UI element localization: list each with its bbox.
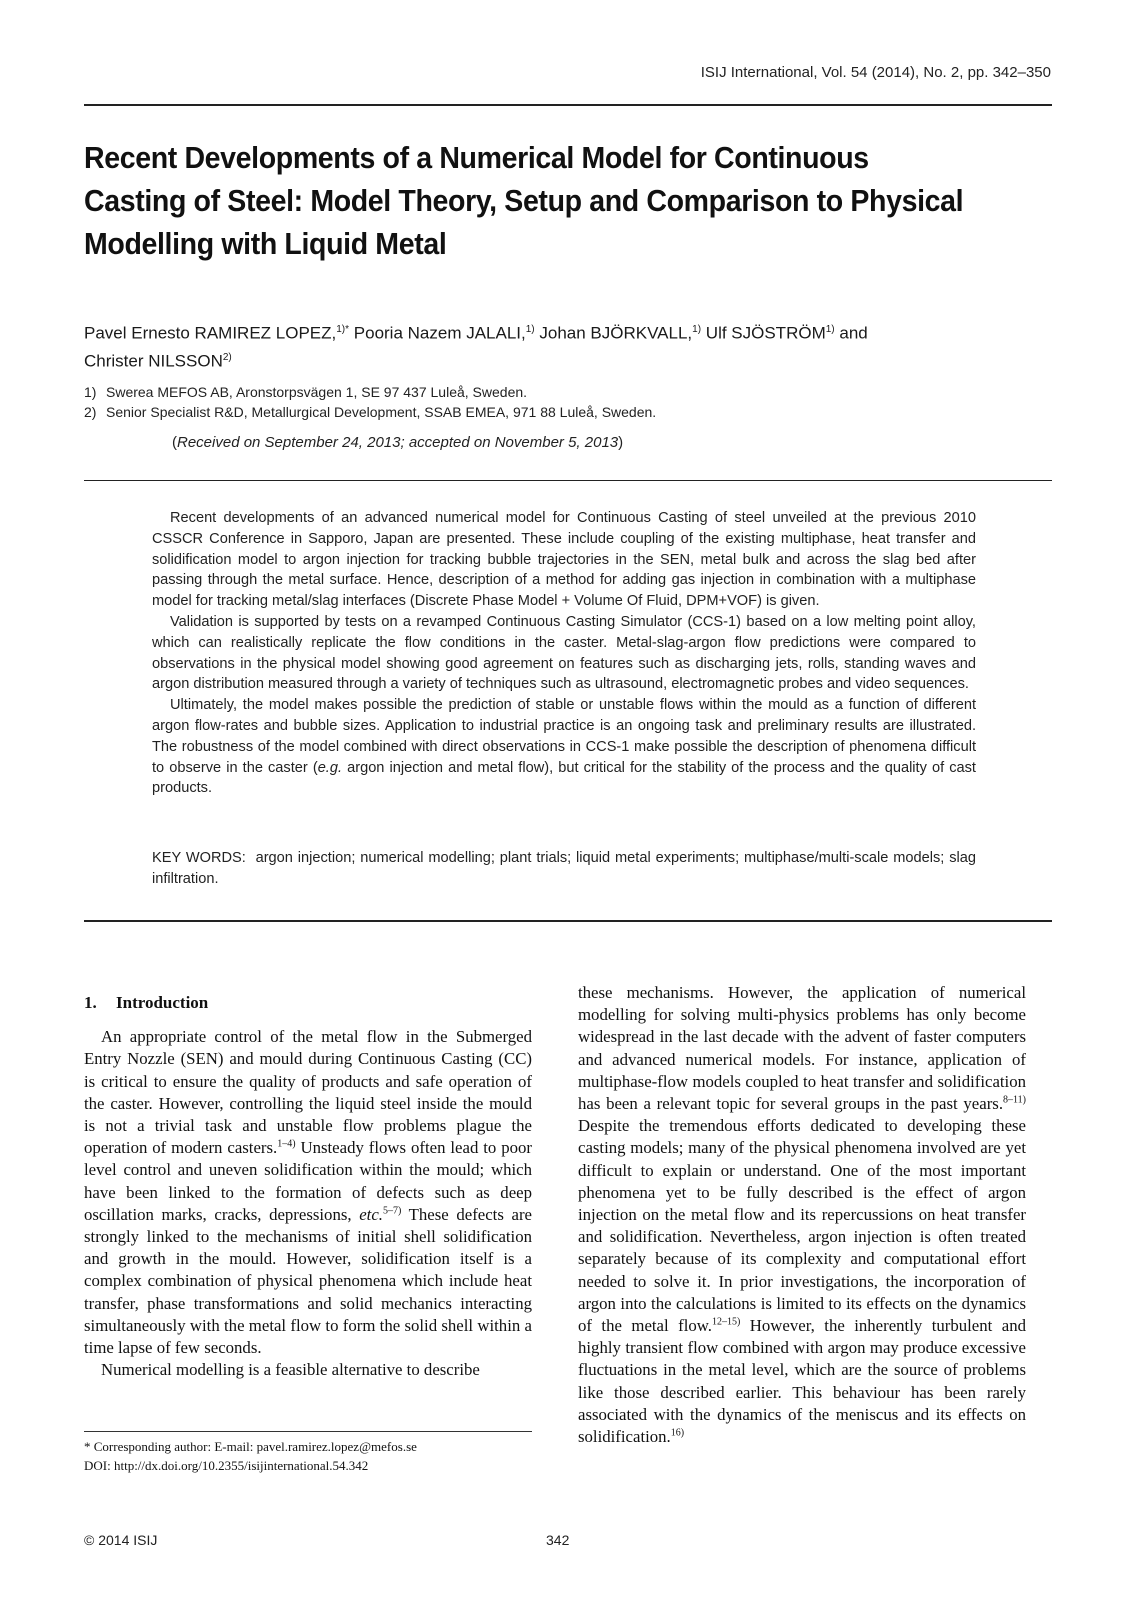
affiliation <box>84 384 527 400</box>
footnotes <box>84 1437 544 1475</box>
body-text: These defects are strongly linked to the mechanisms of initial shell solidification and growth in the mould. However, solidification itself is a complex combination of physical phenomena which include heat transfer, phase transformations and solid mechanics interacting simultaneously with the metal flow to form the solid shell within a time lapse of few seconds. <box>84 1204 533 1358</box>
citation: 5–7) <box>382 1205 402 1217</box>
body-text: Despite the tremendous efforts dedicated to developing these casting models; many of the physical phenomena involved are yet difficult to explain or understand. One of the most important phenomena yet to be fully described is the effect of argon injection on the metal flow and its repercussions on heat transfer and solidification. Nevertheless, argon injection is often treated separately because of its complexity and computational effort needed to solve it. In prior investigations, the incorporation of argon into the calculations is limited to its effects on the dynamics of the metal flow. <box>578 1116 1026 1336</box>
author-name: Johan BJÖRKVALL, <box>534 323 693 343</box>
affiliation <box>84 404 656 420</box>
paren-close: ) <box>618 434 624 451</box>
section-heading <box>84 992 532 1014</box>
paper-title <box>84 136 986 265</box>
abstract-top-rule <box>84 480 1052 481</box>
header-rule <box>84 104 1052 106</box>
body-paragraph: Numerical modelling is a feasible alternative to describe <box>101 1360 480 1380</box>
keywords <box>152 848 976 890</box>
journal-reference: ISIJ International, Vol. 54 (2014), No. 2, pp. 342–350 <box>700 64 1051 81</box>
body-text-italic: etc. <box>359 1204 383 1224</box>
citation: 1–4) <box>277 1138 296 1150</box>
body-paragraph <box>84 1026 532 1359</box>
affiliation-number: 1) <box>84 384 97 400</box>
abstract-paragraph: Recent developments of an advanced numerical model for Continuous Casting of steel unveiled at the previous 2010 CSSCR Conference in Sapporo, Japan are presented. These include coupling of the existing multiphase, heat transfer and solidification model to argon injection for tracking bubble trajectories in the SEN, metal bulk and across the slag bed after passing through the metal surface. Hence, description of a method for adding gas injection in combination with a multiphase model for tracking metal/slag interfaces (Discrete Phase Model + Volume Of Fluid, DPM+VOF) is given. <box>152 510 976 610</box>
abstract-text: argon injection and metal flow), but critical for the stability of the process and the quality of cast products. <box>152 759 976 797</box>
author-name: Pavel Ernesto RAMIREZ LOPEZ, <box>84 323 337 343</box>
author-affiliation-mark: 1)* <box>336 324 350 335</box>
author-list <box>84 318 1044 373</box>
doi-note: DOI: http://dx.doi.org/10.2355/isijinternational.54.342 <box>84 1458 369 1473</box>
affiliation-number: 2) <box>84 404 97 420</box>
received-text: Received on September 24, 2013; accepted on November 5, 2013 <box>177 434 619 451</box>
author-affiliation-mark: 2) <box>222 351 232 363</box>
citation: 8–11) <box>1003 1094 1026 1106</box>
body-text: Unsteady flows often lead to poor level control and uneven solidification within the mould; which have been linked to the formation of defects such as deep oscillation marks, cracks, depressions, <box>84 1138 532 1224</box>
body-text: these mechanisms. However, the application of numerical modelling for solving multi-physics problems has only become widespread in the last decade with the advent of faster computers and advanced numerical models. For instance, application of multiphase-flow models coupled to heat transfer and solidification has been a relevant topic for several groups in the past years. <box>578 983 1026 1114</box>
title-line: Casting of Steel: Model Theory, Setup and Comparison to Physical <box>84 183 964 218</box>
citation: 12–15) <box>712 1316 741 1328</box>
section-title: Introduction <box>116 993 209 1012</box>
paren-open: ( <box>172 434 177 451</box>
body-text: However, the inherently turbulent and highly transient flow combined with argon may produce excessive fluctuations in the metal level, which are the source of problems like those described earlier. This behaviour has been rarely associated with the dynamics of the meniscus and its effects on solidification. <box>578 1316 1026 1447</box>
page-number: 342 <box>546 1532 570 1548</box>
abstract-paragraph: Validation is supported by tests on a revamped Continuous Casting Simulator (CCS-1) based on a low melting point alloy, which can realistically replicate the flow conditions in the caster. Metal-slag-argon flow predictions were compared to observations in the physical model showing good agreement on features such as discharging jets, rolls, standing waves and argon distribution measured through a variety of techniques such as ultrasound, electromagnetic probes and video sequences. <box>152 613 976 693</box>
title-line: Modelling with Liquid Metal <box>84 226 447 261</box>
column-left <box>84 992 532 1381</box>
corresponding-author-note: * Corresponding author: E-mail: pavel.ramirez.lopez@mefos.se <box>84 1439 417 1454</box>
column-right <box>578 982 1026 1448</box>
body-paragraph <box>578 982 1026 1448</box>
received-dates <box>172 434 623 451</box>
abstract <box>152 508 976 799</box>
abstract-text-italic: e.g. <box>317 759 343 776</box>
section-number: 1. <box>84 993 97 1012</box>
body-text: An appropriate control of the metal flow in the Submerged Entry Nozzle (SEN) and mould during Continuous Casting (CC) is critical to ensure the quality of products and safe operation of the caster. However, controlling the liquid steel inside the mould is not a trivial task and unstable flow problems plague the operation of modern casters. <box>84 1027 532 1158</box>
author-name: Christer NILSSON <box>84 351 223 371</box>
author-affiliation-mark: 1) <box>692 324 702 335</box>
author-name: Ulf SJÖSTRÖM <box>701 323 826 343</box>
author-name: Pooria Nazem JALALI, <box>349 323 526 343</box>
title-line: Recent Developments of a Numerical Model for Continuous <box>84 140 869 175</box>
author-affiliation-mark: 1) <box>825 324 835 335</box>
keywords-label: KEY WORDS: <box>152 850 246 866</box>
author-affiliation-mark: 1) <box>525 324 535 335</box>
abstract-bottom-rule <box>84 920 1052 922</box>
keywords-text: argon injection; numerical modelling; plant trials; liquid metal experiments; multiphase/multi-scale models; slag infiltration. <box>152 850 976 887</box>
footnote-rule <box>84 1431 532 1432</box>
abstract-paragraph <box>152 695 976 799</box>
affiliation-text: Senior Specialist R&D, Metallurgical Development, SSAB EMEA, 971 88 Luleå, Sweden. <box>106 404 657 420</box>
citation: 16) <box>670 1427 685 1439</box>
copyright-notice: © 2014 ISIJ <box>84 1532 158 1548</box>
abstract-text: Ultimately, the model makes possible the prediction of stable or unstable flows within the mould as a function of different argon flow-rates and bubble sizes. Application to industrial practice is an ongoing task and preliminary results are illustrated. The robustness of the model combined with direct observations in CCS-1 make possible the description of phenomena difficult to observe in the caster ( <box>152 697 976 776</box>
affiliation-text: Swerea MEFOS AB, Aronstorpsvägen 1, SE 97 437 Luleå, Sweden. <box>106 384 528 400</box>
author-conjunction: and <box>834 323 868 343</box>
